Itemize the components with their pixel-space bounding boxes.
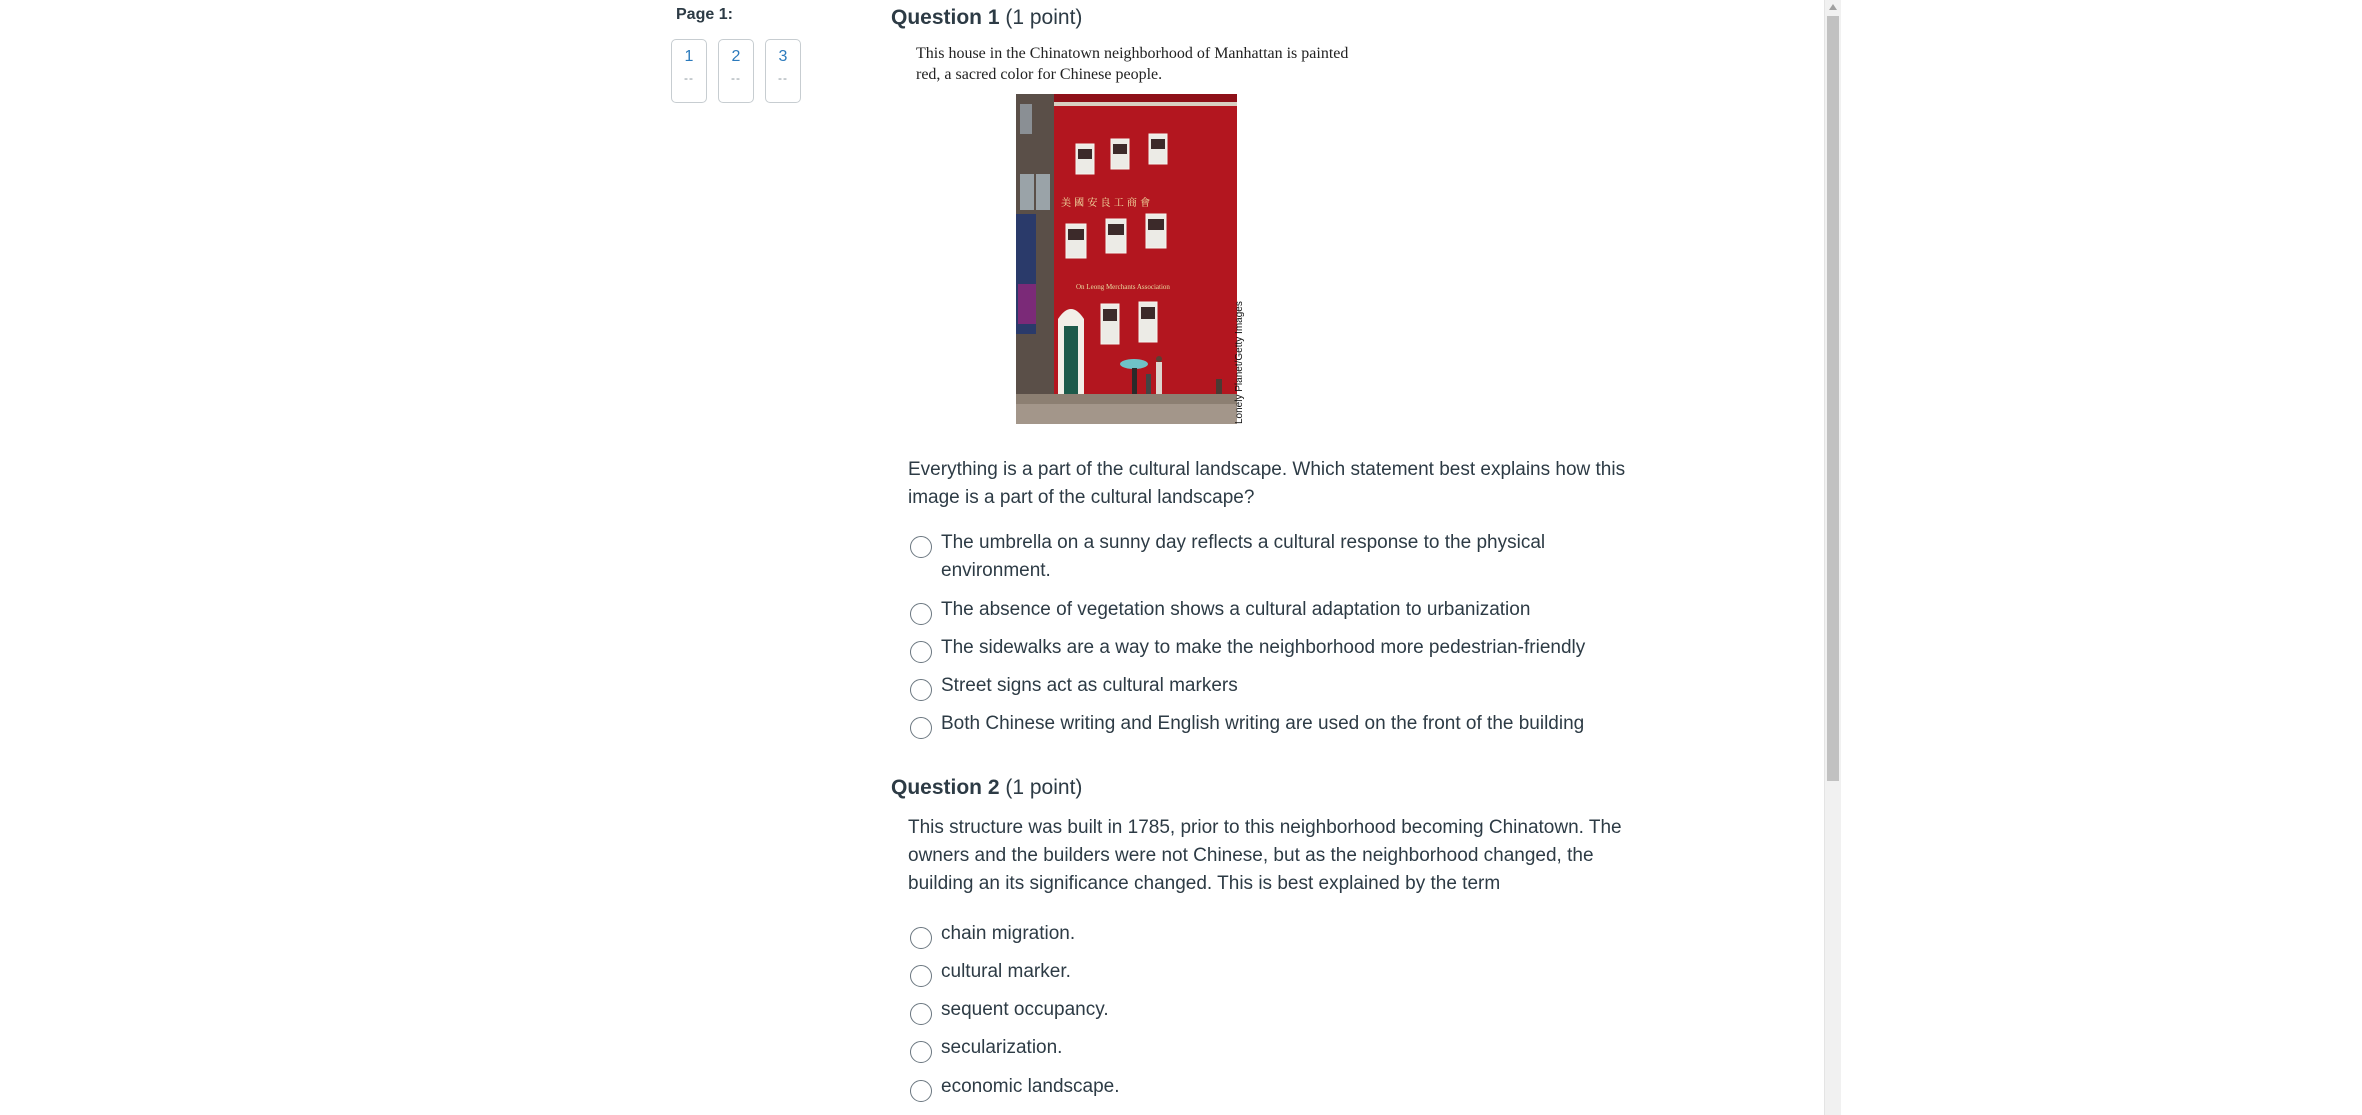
image-credit: Lonely Planet/Getty Images: [1234, 301, 1245, 424]
q2-option-4[interactable]: [910, 1034, 1601, 1063]
q1-option-3[interactable]: [910, 634, 1601, 663]
vertical-scrollbar[interactable]: [1824, 0, 1841, 1115]
chinatown-building-photo: [1016, 94, 1237, 424]
option-label: The absence of vegetation shows a cultural adaptation to urbanization: [941, 599, 1531, 620]
radio-button[interactable]: [910, 927, 932, 949]
q2-option-1[interactable]: [910, 920, 1601, 949]
radio-button[interactable]: [910, 1041, 932, 1063]
q1-option-2[interactable]: [910, 596, 1601, 625]
q1-option-5[interactable]: [910, 710, 1601, 739]
radio-button[interactable]: [910, 641, 932, 663]
option-label: The umbrella on a sunny day reflects a cultural response to the physical environment.: [941, 532, 1546, 581]
scrollbar-thumb[interactable]: [1827, 16, 1839, 781]
question-title: Question 1: [891, 6, 1000, 29]
image-caption: This house in the Chinatown neighborhood of Manhattan is painted red, a sacred color for Chinese people.: [916, 45, 1349, 83]
pager-status: --: [684, 71, 694, 85]
question-1-header: [891, 6, 1082, 30]
option-label: economic landscape.: [941, 1076, 1120, 1097]
radio-button[interactable]: [910, 717, 932, 739]
radio-button[interactable]: [910, 679, 932, 701]
q2-option-2[interactable]: [910, 958, 1601, 987]
radio-button[interactable]: [910, 1003, 932, 1025]
q1-option-1[interactable]: [910, 529, 1601, 585]
option-label: secularization.: [941, 1037, 1063, 1058]
radio-button[interactable]: [910, 965, 932, 987]
option-label: Both Chinese writing and English writing are used on the front of the building: [941, 713, 1585, 734]
pager-question-1[interactable]: [671, 39, 707, 103]
option-label: cultural marker.: [941, 961, 1071, 982]
option-label: Street signs act as cultural markers: [941, 675, 1238, 696]
question-points: (1 point): [1005, 6, 1083, 29]
scroll-up-arrow-icon[interactable]: [1829, 4, 1837, 10]
option-label: chain migration.: [941, 923, 1076, 944]
radio-button[interactable]: [910, 603, 932, 625]
q2-option-5[interactable]: [910, 1073, 1601, 1102]
radio-button[interactable]: [910, 1080, 932, 1102]
pager-number: 2: [731, 48, 741, 65]
question-1-prompt: Everything is a part of the cultural landscape. Which statement best explains how this image is a part of the cultural landscape?: [908, 459, 1626, 508]
option-label: sequent occupancy.: [941, 999, 1109, 1020]
question-points: (1 point): [1005, 776, 1083, 799]
q1-option-4[interactable]: [910, 672, 1601, 701]
page-label: Page 1:: [676, 6, 733, 23]
q2-option-3[interactable]: [910, 996, 1601, 1025]
english-sign-text: On Leong Merchants Association: [1076, 283, 1170, 291]
question-title: Question 2: [891, 776, 1000, 799]
question-2-header: [891, 776, 1082, 800]
question-2-prompt: This structure was built in 1785, prior to this neighborhood becoming Chinatown. The owners and the builders were not Chinese, but as the neighborhood changed, the building an its significance changed. This is best explained by the term: [908, 817, 1622, 894]
question-pager: [671, 39, 801, 103]
pager-status: --: [778, 71, 788, 85]
chinese-sign-text: 美 國 安 良 工 商 會: [1061, 198, 1151, 209]
pager-number: 3: [778, 48, 788, 65]
pager-question-3[interactable]: [765, 39, 801, 103]
pager-number: 1: [684, 48, 694, 65]
pager-status: --: [731, 71, 741, 85]
option-label: The sidewalks are a way to make the neighborhood more pedestrian-friendly: [941, 637, 1586, 658]
radio-button[interactable]: [910, 536, 932, 558]
pager-question-2[interactable]: [718, 39, 754, 103]
